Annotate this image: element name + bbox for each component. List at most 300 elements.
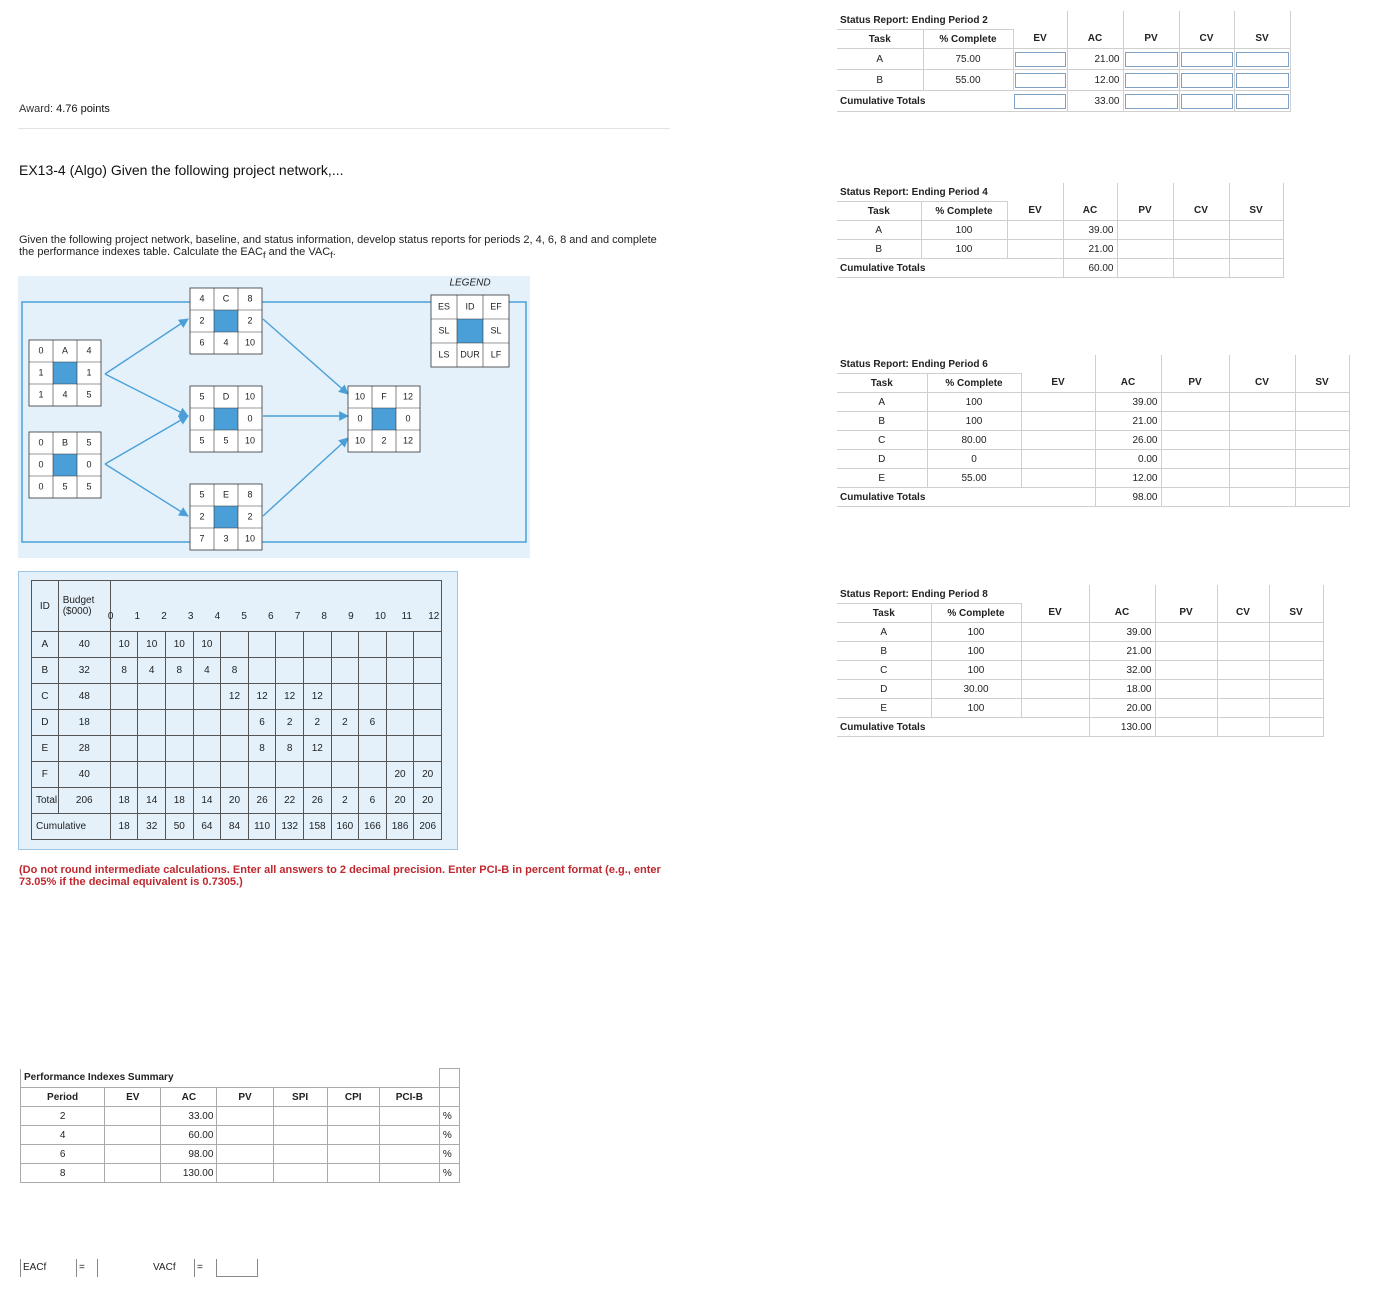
perf-ev-input[interactable] [105, 1126, 161, 1145]
cv-input[interactable] [1179, 49, 1234, 70]
schedule-cell: 20 [414, 788, 442, 814]
cv-input[interactable] [1217, 661, 1269, 680]
schedule-cell [386, 684, 414, 710]
cv-input[interactable] [1229, 450, 1295, 469]
node-id: B [61, 437, 69, 448]
schedule-cell: 10 [110, 632, 138, 658]
perf-spi-input[interactable] [273, 1145, 327, 1164]
node-lf: 10 [244, 533, 256, 544]
intro-text-mid: and the VAC [265, 246, 331, 258]
perf-ev-input[interactable] [105, 1145, 161, 1164]
intro-sub-2: f [330, 250, 333, 261]
sv-input[interactable] [1234, 70, 1290, 91]
perf-ac: 33.00 [161, 1107, 217, 1126]
total-pv-input[interactable] [1117, 259, 1173, 278]
schedule-cell [359, 632, 387, 658]
sv-input[interactable] [1269, 699, 1323, 718]
schedule-row-id: C [32, 684, 59, 710]
node-dur: 5 [223, 435, 229, 446]
schedule-header-row [32, 581, 442, 632]
schedule-cell [110, 684, 138, 710]
perf-header-ev: EV [105, 1088, 161, 1107]
cumulative-totals-label: Cumulative Totals [837, 718, 1021, 737]
status-report-period-4 [837, 183, 1284, 278]
schedule-cell [359, 736, 387, 762]
schedule-cell [386, 710, 414, 736]
perf-row [21, 1145, 460, 1164]
cv-input[interactable] [1179, 70, 1234, 91]
schedule-cell [248, 632, 276, 658]
status-pct-complete: 55.00 [927, 469, 1021, 488]
schedule-cell [414, 684, 442, 710]
schedule-cell: 20 [386, 762, 414, 788]
sv-input[interactable] [1295, 469, 1349, 488]
pv-input[interactable] [1161, 469, 1229, 488]
perf-header-pv: PV [217, 1088, 273, 1107]
status-header-complete: % Complete [923, 30, 1013, 49]
percent-sign: % [439, 1107, 459, 1126]
total-cv-input[interactable] [1173, 259, 1229, 278]
node-ef: 12 [402, 391, 414, 402]
perf-pcib-input[interactable] [379, 1126, 439, 1145]
schedule-cell: 8 [166, 658, 194, 684]
eac-vac-row [20, 1259, 260, 1279]
perf-pv-input[interactable] [217, 1145, 273, 1164]
node-f [348, 386, 420, 452]
perf-pcib-input[interactable] [379, 1164, 439, 1183]
node-es: 5 [199, 391, 205, 402]
status-total-row [837, 488, 1349, 507]
schedule-cell [303, 762, 331, 788]
schedule-cell: 6 [359, 788, 387, 814]
status-header-cv: CV [1179, 30, 1234, 49]
status-header-task: Task [837, 202, 921, 221]
node-es: 0 [38, 437, 44, 448]
status-pct-complete: 55.00 [923, 70, 1013, 91]
status-header-pv: PV [1117, 202, 1173, 221]
pv-input[interactable] [1123, 49, 1179, 70]
status-pct-complete: 100 [921, 221, 1007, 240]
status-header-task: Task [837, 30, 923, 49]
award-points [19, 103, 110, 115]
perf-period: 6 [21, 1145, 105, 1164]
schedule-cell: 14 [138, 788, 166, 814]
sv-input[interactable] [1234, 49, 1290, 70]
schedule-row-budget: 28 [58, 736, 110, 762]
schedule-cell [414, 710, 442, 736]
total-sv-input[interactable] [1234, 91, 1290, 112]
sv-input[interactable] [1229, 221, 1283, 240]
schedule-cell [221, 736, 249, 762]
period-label: 1 [134, 611, 141, 622]
perf-header-spi: SPI [273, 1088, 327, 1107]
schedule-cell [248, 658, 276, 684]
schedule-cell: 12 [276, 684, 304, 710]
status-row [837, 623, 1323, 642]
cv-input[interactable] [1217, 623, 1269, 642]
performance-indexes-table [20, 1068, 460, 1183]
cv-input[interactable] [1229, 393, 1295, 412]
perf-header-ac: AC [161, 1088, 217, 1107]
schedule-row-id: F [32, 762, 59, 788]
pv-input[interactable] [1161, 431, 1229, 450]
schedule-cell: 20 [386, 788, 414, 814]
cumulative-totals-label: Cumulative Totals [837, 91, 1013, 112]
ev-input[interactable] [1021, 412, 1095, 431]
legend-title: LEGEND [449, 277, 491, 289]
ev-input[interactable] [1021, 642, 1089, 661]
cv-input[interactable] [1173, 221, 1229, 240]
pv-input[interactable] [1161, 450, 1229, 469]
award-label: Award: [19, 103, 54, 115]
total-ev-input[interactable] [1021, 718, 1089, 737]
status-header-pv: PV [1155, 604, 1217, 623]
perf-ac: 98.00 [161, 1145, 217, 1164]
node-id: F [381, 391, 387, 402]
sv-input[interactable] [1295, 393, 1349, 412]
cv-input[interactable] [1229, 412, 1295, 431]
perf-header-period: Period [21, 1088, 105, 1107]
total-pv-input[interactable] [1161, 488, 1229, 507]
perf-pv-input[interactable] [217, 1126, 273, 1145]
schedule-row-budget: 48 [58, 684, 110, 710]
period-label: 9 [348, 611, 354, 622]
status-pct-complete: 100 [931, 623, 1021, 642]
perf-pcib-input[interactable] [379, 1145, 439, 1164]
pv-input[interactable] [1155, 699, 1217, 718]
schedule-cell: 206 [414, 814, 442, 840]
node-sl: 0 [357, 413, 363, 424]
status-pct-complete: 30.00 [931, 680, 1021, 699]
period-label: 5 [241, 611, 247, 622]
ev-input[interactable] [1021, 469, 1095, 488]
status-total-row [837, 91, 1290, 112]
perf-cpi-input[interactable] [327, 1145, 379, 1164]
period-label: 0 [107, 611, 114, 622]
perf-spi-input[interactable] [273, 1126, 327, 1145]
sv-input[interactable] [1229, 240, 1283, 259]
ev-input[interactable] [1007, 221, 1063, 240]
total-sv-input[interactable] [1295, 488, 1349, 507]
pv-input[interactable] [1155, 623, 1217, 642]
schedule-cell: 4 [138, 658, 166, 684]
perf-row [21, 1126, 460, 1145]
ev-input[interactable] [1021, 450, 1095, 469]
pv-input[interactable] [1117, 221, 1173, 240]
schedule-cell: 22 [276, 788, 304, 814]
schedule-cell [193, 684, 221, 710]
schedule-cell [359, 684, 387, 710]
schedule-cell [110, 736, 138, 762]
schedule-id-header: ID [32, 581, 59, 632]
node-dur: 2 [381, 435, 387, 446]
sv-input[interactable] [1269, 680, 1323, 699]
schedule-cell [303, 658, 331, 684]
cv-input[interactable] [1229, 431, 1295, 450]
node-ef: 4 [86, 345, 92, 356]
pv-input[interactable] [1155, 661, 1217, 680]
status-row [837, 699, 1323, 718]
schedule-cell [359, 658, 387, 684]
percent-sign: % [439, 1126, 459, 1145]
status-header-ev: EV [1007, 202, 1063, 221]
status-report-period-8 [837, 585, 1324, 737]
perf-cpi-input[interactable] [327, 1107, 379, 1126]
question-intro [19, 234, 669, 261]
ev-input[interactable] [1021, 431, 1095, 450]
node-id: E [222, 489, 230, 500]
node-sl-right: 1 [86, 367, 92, 378]
schedule-cell: 26 [248, 788, 276, 814]
node-id: A [61, 345, 69, 356]
schedule-row-id: E [32, 736, 59, 762]
schedule-row [32, 814, 442, 840]
eac-input[interactable] [97, 1259, 98, 1277]
perf-spi-input[interactable] [273, 1164, 327, 1183]
node-ef: 8 [247, 489, 253, 500]
perf-header-pcib: PCI-B [379, 1088, 439, 1107]
schedule-cell: 186 [386, 814, 414, 840]
node-sl: SL [438, 325, 450, 336]
status-row [837, 49, 1290, 70]
status-row [837, 680, 1323, 699]
schedule-cell [138, 684, 166, 710]
node-es: ES [437, 301, 451, 312]
pv-input[interactable] [1117, 240, 1173, 259]
status-ac: 21.00 [1067, 49, 1123, 70]
sv-input[interactable] [1295, 450, 1349, 469]
cv-input[interactable] [1217, 680, 1269, 699]
status-header-sv: SV [1295, 374, 1349, 393]
perf-pv-input[interactable] [217, 1107, 273, 1126]
node-ls: 5 [199, 435, 205, 446]
ev-input[interactable] [1013, 49, 1067, 70]
budget-label: Budget [62, 595, 95, 606]
sv-input[interactable] [1295, 431, 1349, 450]
perf-ev-input[interactable] [105, 1164, 161, 1183]
total-cv-input[interactable] [1179, 91, 1234, 112]
status-task: A [837, 221, 921, 240]
node-lf: LF [490, 349, 502, 360]
sv-input[interactable] [1269, 642, 1323, 661]
schedule-row-budget: 206 [58, 788, 110, 814]
status-header-pv: PV [1161, 374, 1229, 393]
schedule-cell: 18 [110, 788, 138, 814]
perf-ev-input[interactable] [105, 1107, 161, 1126]
status-row [837, 431, 1349, 450]
schedule-cell: 2 [303, 710, 331, 736]
node-sl: 0 [199, 413, 205, 424]
status-header-ac: AC [1089, 604, 1155, 623]
node-a [29, 340, 101, 406]
rounding-instructions: (Do not round intermediate calculations. Enter all answers to 2 decimal precision. Enter PCI-B in percent format (e.g., enter 73.05% if the decimal equivalent is 0.7305.) [19, 864, 661, 888]
status-ac: 21.00 [1095, 412, 1161, 431]
schedule-row [32, 710, 442, 736]
schedule-periods-header [107, 581, 441, 632]
status-task: A [837, 623, 931, 642]
period-label: 4 [214, 611, 221, 622]
perf-pv-input[interactable] [217, 1164, 273, 1183]
performance-title: Performance Indexes Summary [21, 1069, 440, 1088]
node-dur: 4 [62, 389, 68, 400]
schedule-cell: 4 [193, 658, 221, 684]
status-task: B [837, 240, 921, 259]
perf-header-cpi: CPI [327, 1088, 379, 1107]
status-header-ev: EV [1021, 374, 1095, 393]
pv-input[interactable] [1161, 393, 1229, 412]
status-row [837, 661, 1323, 680]
budget-unit: ($000) [62, 606, 92, 617]
status-row [837, 221, 1283, 240]
status-ac: 39.00 [1095, 393, 1161, 412]
ev-input[interactable] [1013, 70, 1067, 91]
status-header-cv: CV [1229, 374, 1295, 393]
total-sv-input[interactable] [1229, 259, 1283, 278]
schedule-cell [166, 684, 194, 710]
ev-input[interactable] [1021, 699, 1089, 718]
status-row [837, 450, 1349, 469]
schedule-cell: 12 [303, 736, 331, 762]
intro-sub-1: f [262, 250, 266, 261]
status-header-ac: AC [1063, 202, 1117, 221]
node-es: 10 [354, 391, 366, 402]
node-id: ID [465, 301, 475, 312]
schedule-row [32, 762, 442, 788]
total-ev-input[interactable] [1013, 91, 1067, 112]
status-header-ac: AC [1067, 30, 1123, 49]
cv-input[interactable] [1217, 699, 1269, 718]
schedule-row [32, 736, 442, 762]
status-pct-complete: 75.00 [923, 49, 1013, 70]
question-title: EX13-4 (Algo) Given the following project network,... [19, 162, 344, 178]
schedule-cell: 160 [331, 814, 359, 840]
schedule-cell: 10 [166, 632, 194, 658]
ev-input[interactable] [1021, 623, 1089, 642]
node-e [190, 484, 262, 550]
pv-input[interactable] [1123, 70, 1179, 91]
ev-input[interactable] [1007, 240, 1063, 259]
sv-input[interactable] [1295, 412, 1349, 431]
legend-node [431, 295, 509, 367]
schedule-cell: 158 [303, 814, 331, 840]
schedule-cell: 6 [248, 710, 276, 736]
schedule-row [32, 788, 442, 814]
perf-cpi-input[interactable] [327, 1164, 379, 1183]
total-cv-input[interactable] [1217, 718, 1269, 737]
node-lf: 5 [86, 481, 92, 492]
eac-equals: = [76, 1259, 85, 1277]
schedule-cell: 110 [248, 814, 276, 840]
total-pv-input[interactable] [1123, 91, 1179, 112]
period-label: 10 [374, 611, 386, 622]
node-lf: 10 [244, 435, 256, 446]
pv-input[interactable] [1155, 642, 1217, 661]
status-row [837, 412, 1349, 431]
percent-sign: % [439, 1164, 459, 1183]
total-sv-input[interactable] [1269, 718, 1323, 737]
period-label: 11 [401, 611, 412, 622]
perf-period: 8 [21, 1164, 105, 1183]
node-sl-right: 2 [247, 315, 253, 326]
status-report-title: Status Report: Ending Period 4 [837, 183, 1007, 202]
vac-input[interactable] [216, 1259, 258, 1277]
status-pct-complete: 100 [931, 642, 1021, 661]
status-task: B [837, 642, 931, 661]
node-id: C [222, 293, 230, 304]
pv-input[interactable] [1155, 680, 1217, 699]
status-task: B [837, 412, 927, 431]
schedule-cell: 2 [276, 710, 304, 736]
schedule-cell [276, 762, 304, 788]
perf-pcib-input[interactable] [379, 1107, 439, 1126]
total-cv-input[interactable] [1229, 488, 1295, 507]
schedule-cell [414, 658, 442, 684]
status-ac: 39.00 [1063, 221, 1117, 240]
schedule-cell: 84 [221, 814, 249, 840]
status-row [837, 393, 1349, 412]
schedule-cell [414, 736, 442, 762]
perf-period: 4 [21, 1126, 105, 1145]
schedule-cell: 2 [331, 710, 359, 736]
ev-input[interactable] [1021, 661, 1089, 680]
total-ev-input[interactable] [1021, 488, 1095, 507]
vac-equals: = [194, 1259, 203, 1277]
schedule-cell [386, 736, 414, 762]
perf-cpi-input[interactable] [327, 1126, 379, 1145]
sv-input[interactable] [1269, 661, 1323, 680]
cv-input[interactable] [1217, 642, 1269, 661]
status-header-sv: SV [1234, 30, 1290, 49]
vac-label: VACf [153, 1262, 176, 1273]
status-pct-complete: 0 [927, 450, 1021, 469]
cv-input[interactable] [1229, 469, 1295, 488]
schedule-cell: 8 [276, 736, 304, 762]
status-ac: 21.00 [1089, 642, 1155, 661]
total-ev-input[interactable] [1007, 259, 1063, 278]
status-header-complete: % Complete [931, 604, 1021, 623]
period-label: 2 [161, 611, 167, 622]
sv-input[interactable] [1269, 623, 1323, 642]
node-lf: 10 [244, 337, 256, 348]
total-ac: 130.00 [1089, 718, 1155, 737]
schedule-cell: 8 [248, 736, 276, 762]
perf-spi-input[interactable] [273, 1107, 327, 1126]
status-report-title: Status Report: Ending Period 6 [837, 355, 1021, 374]
pv-input[interactable] [1161, 412, 1229, 431]
node-sl: 2 [199, 315, 205, 326]
ev-input[interactable] [1021, 393, 1095, 412]
ev-input[interactable] [1021, 680, 1089, 699]
node-ls: 0 [38, 481, 44, 492]
status-ac: 12.00 [1095, 469, 1161, 488]
status-pct-complete: 100 [921, 240, 1007, 259]
node-es: 4 [199, 293, 205, 304]
period-label: 12 [428, 611, 440, 622]
schedule-row-id: Total [32, 788, 59, 814]
period-label: 8 [321, 611, 327, 622]
status-row [837, 642, 1323, 661]
schedule-cell [386, 632, 414, 658]
total-pv-input[interactable] [1155, 718, 1217, 737]
status-header-cv: CV [1217, 604, 1269, 623]
intro-text: Given the following project network, baseline, and status information, develop status reports for periods 2, 4, 6, 8 and and complete the performance indexes table. Calculate the EAC [19, 234, 657, 258]
cv-input[interactable] [1173, 240, 1229, 259]
status-pct-complete: 100 [927, 412, 1021, 431]
node-ef: EF [490, 301, 502, 312]
node-sl: 0 [38, 459, 44, 470]
schedule-cell: 50 [166, 814, 194, 840]
status-row [837, 469, 1349, 488]
